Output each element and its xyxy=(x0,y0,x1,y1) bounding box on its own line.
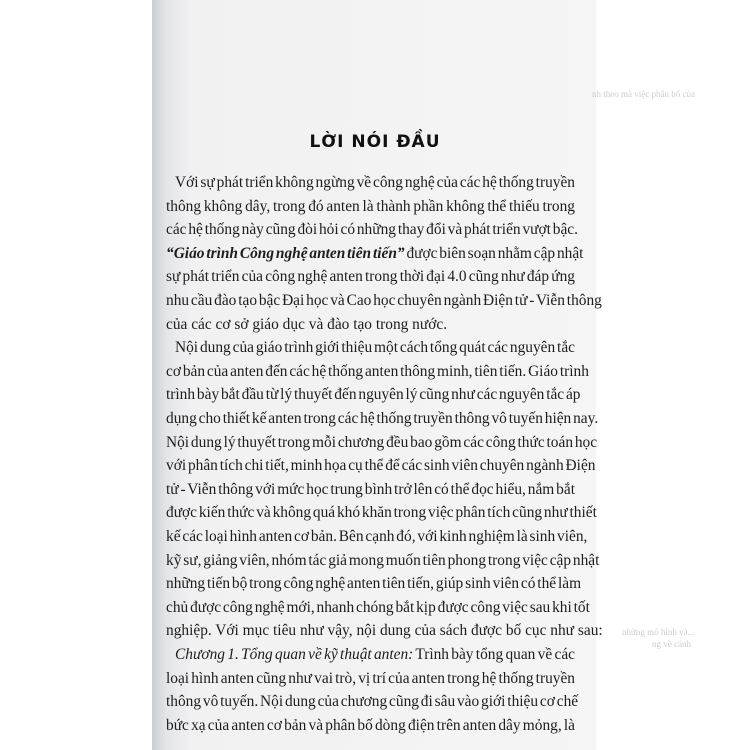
text-segment: nhu cầu đào tạo bậc Đại học và Cao học chuyên ngành Điện tử - Viễn thông xyxy=(166,292,602,309)
text-line xyxy=(166,455,595,477)
text-line xyxy=(166,597,590,619)
text-line xyxy=(166,573,581,595)
text-line xyxy=(166,479,575,501)
text-line xyxy=(166,314,447,336)
text-segment: các hệ thống này cũng đòi hỏi có những thay đổi và phát triển vượt bậc. xyxy=(166,221,578,239)
text-line xyxy=(166,715,575,737)
text-line xyxy=(166,196,575,218)
text-segment: Với sự phát triển không ngừng về công nghệ của các hệ thống truyền xyxy=(175,174,575,191)
text-line xyxy=(166,219,578,241)
text-line xyxy=(175,337,575,359)
text-segment: trình bày bắt đầu từ lý thuyết đến nguyên lý cũng như các nguyên tắc áp xyxy=(166,386,581,404)
text-segment: Trình bày tổng quan về các xyxy=(413,646,575,663)
text-line xyxy=(166,408,598,430)
text-line xyxy=(166,384,581,406)
text-line xyxy=(166,361,589,383)
text-segment: được biên soạn nhằm cập nhật xyxy=(404,244,584,262)
text-segment: thông không dây, trong đó anten là thành phần không thể thiếu trong xyxy=(166,197,575,215)
text-segment: Nội dung của giáo trình giới thiệu một cách tổng quát các nguyên tắc xyxy=(175,339,575,357)
bleed-through-text: ng về cánh xyxy=(652,639,691,649)
text-segment: cơ bản của anten đến các hệ thống anten thông minh, tiên tiến. Giáo trình xyxy=(166,362,589,380)
text-segment: Chương 1. Tổng quan về kỹ thuật anten: xyxy=(175,646,414,663)
text-line xyxy=(166,502,597,524)
bleed-through-text: những mô hình và... xyxy=(622,627,695,637)
text-line xyxy=(166,290,602,312)
text-line xyxy=(166,243,583,265)
text-line xyxy=(166,620,603,642)
text-segment: nghiệp. Với mục tiêu như vậy, nội dung của sách được bố cục như sau: xyxy=(166,622,603,640)
text-segment: kỹ sư, giảng viên, nhóm tác giả mong muốn tiên phong trong việc cập nhật xyxy=(166,551,600,569)
text-line xyxy=(175,172,575,194)
text-segment: của các cơ sở giáo dục và đào tạo trong nước. xyxy=(166,315,448,333)
text-segment: “Giáo trình Công nghệ anten tiên tiến” xyxy=(166,244,405,262)
text-line xyxy=(166,668,575,690)
text-line xyxy=(166,432,597,454)
text-segment: tử - Viễn thông với mức học trung bình trở lên có thể đọc hiểu, nắm bắt xyxy=(166,480,575,498)
page-title: LỜI NÓI ĐẦU xyxy=(309,132,441,152)
text-segment: kế các loại hình anten cơ bản. Bên cạnh đó, với kinh nghiệm là sinh viên, xyxy=(166,528,588,545)
text-line xyxy=(166,691,578,713)
text-segment: chủ được công nghệ mới, nhanh chóng bắt kịp được công việc sau khi tốt xyxy=(166,598,590,616)
text-line xyxy=(166,550,599,572)
text-line xyxy=(166,526,587,548)
bleed-through-text: nh theo mà việc phân bố của xyxy=(592,89,695,99)
text-segment: những tiến bộ trong công nghệ anten tiên tiến, giúp sinh viên có thể làm xyxy=(166,575,582,593)
text-segment: bức xạ của anten cơ bản và phân bố dòng điện trên anten dây mỏng, là xyxy=(166,716,575,734)
text-segment: thông vô tuyến. Nội dung của chương cũng đi sâu vào giới thiệu cơ chế xyxy=(166,693,579,711)
text-segment: Nội dung lý thuyết trong mỗi chương đều bao gồm các công thức toán học xyxy=(166,433,598,451)
text-segment: loại hình anten cũng như vai trò, vị trí của anten trong hệ thống truyền xyxy=(166,669,575,687)
text-segment: sự phát triển của công nghệ anten trong thời đại 4.0 cũng như đáp ứng xyxy=(166,268,575,286)
text-segment: với phân tích chi tiết, minh họa cụ thể để các sinh viên chuyên ngành Điện xyxy=(166,457,596,475)
text-segment: được kiến thức và không quá khó khăn trong việc phân tích cũng như thiết xyxy=(166,504,597,522)
text-line xyxy=(166,266,575,288)
text-line xyxy=(175,644,575,666)
text-segment: dụng cho thiết kế anten trong các hệ thống truyền thông vô tuyến hiện nay. xyxy=(166,410,599,427)
